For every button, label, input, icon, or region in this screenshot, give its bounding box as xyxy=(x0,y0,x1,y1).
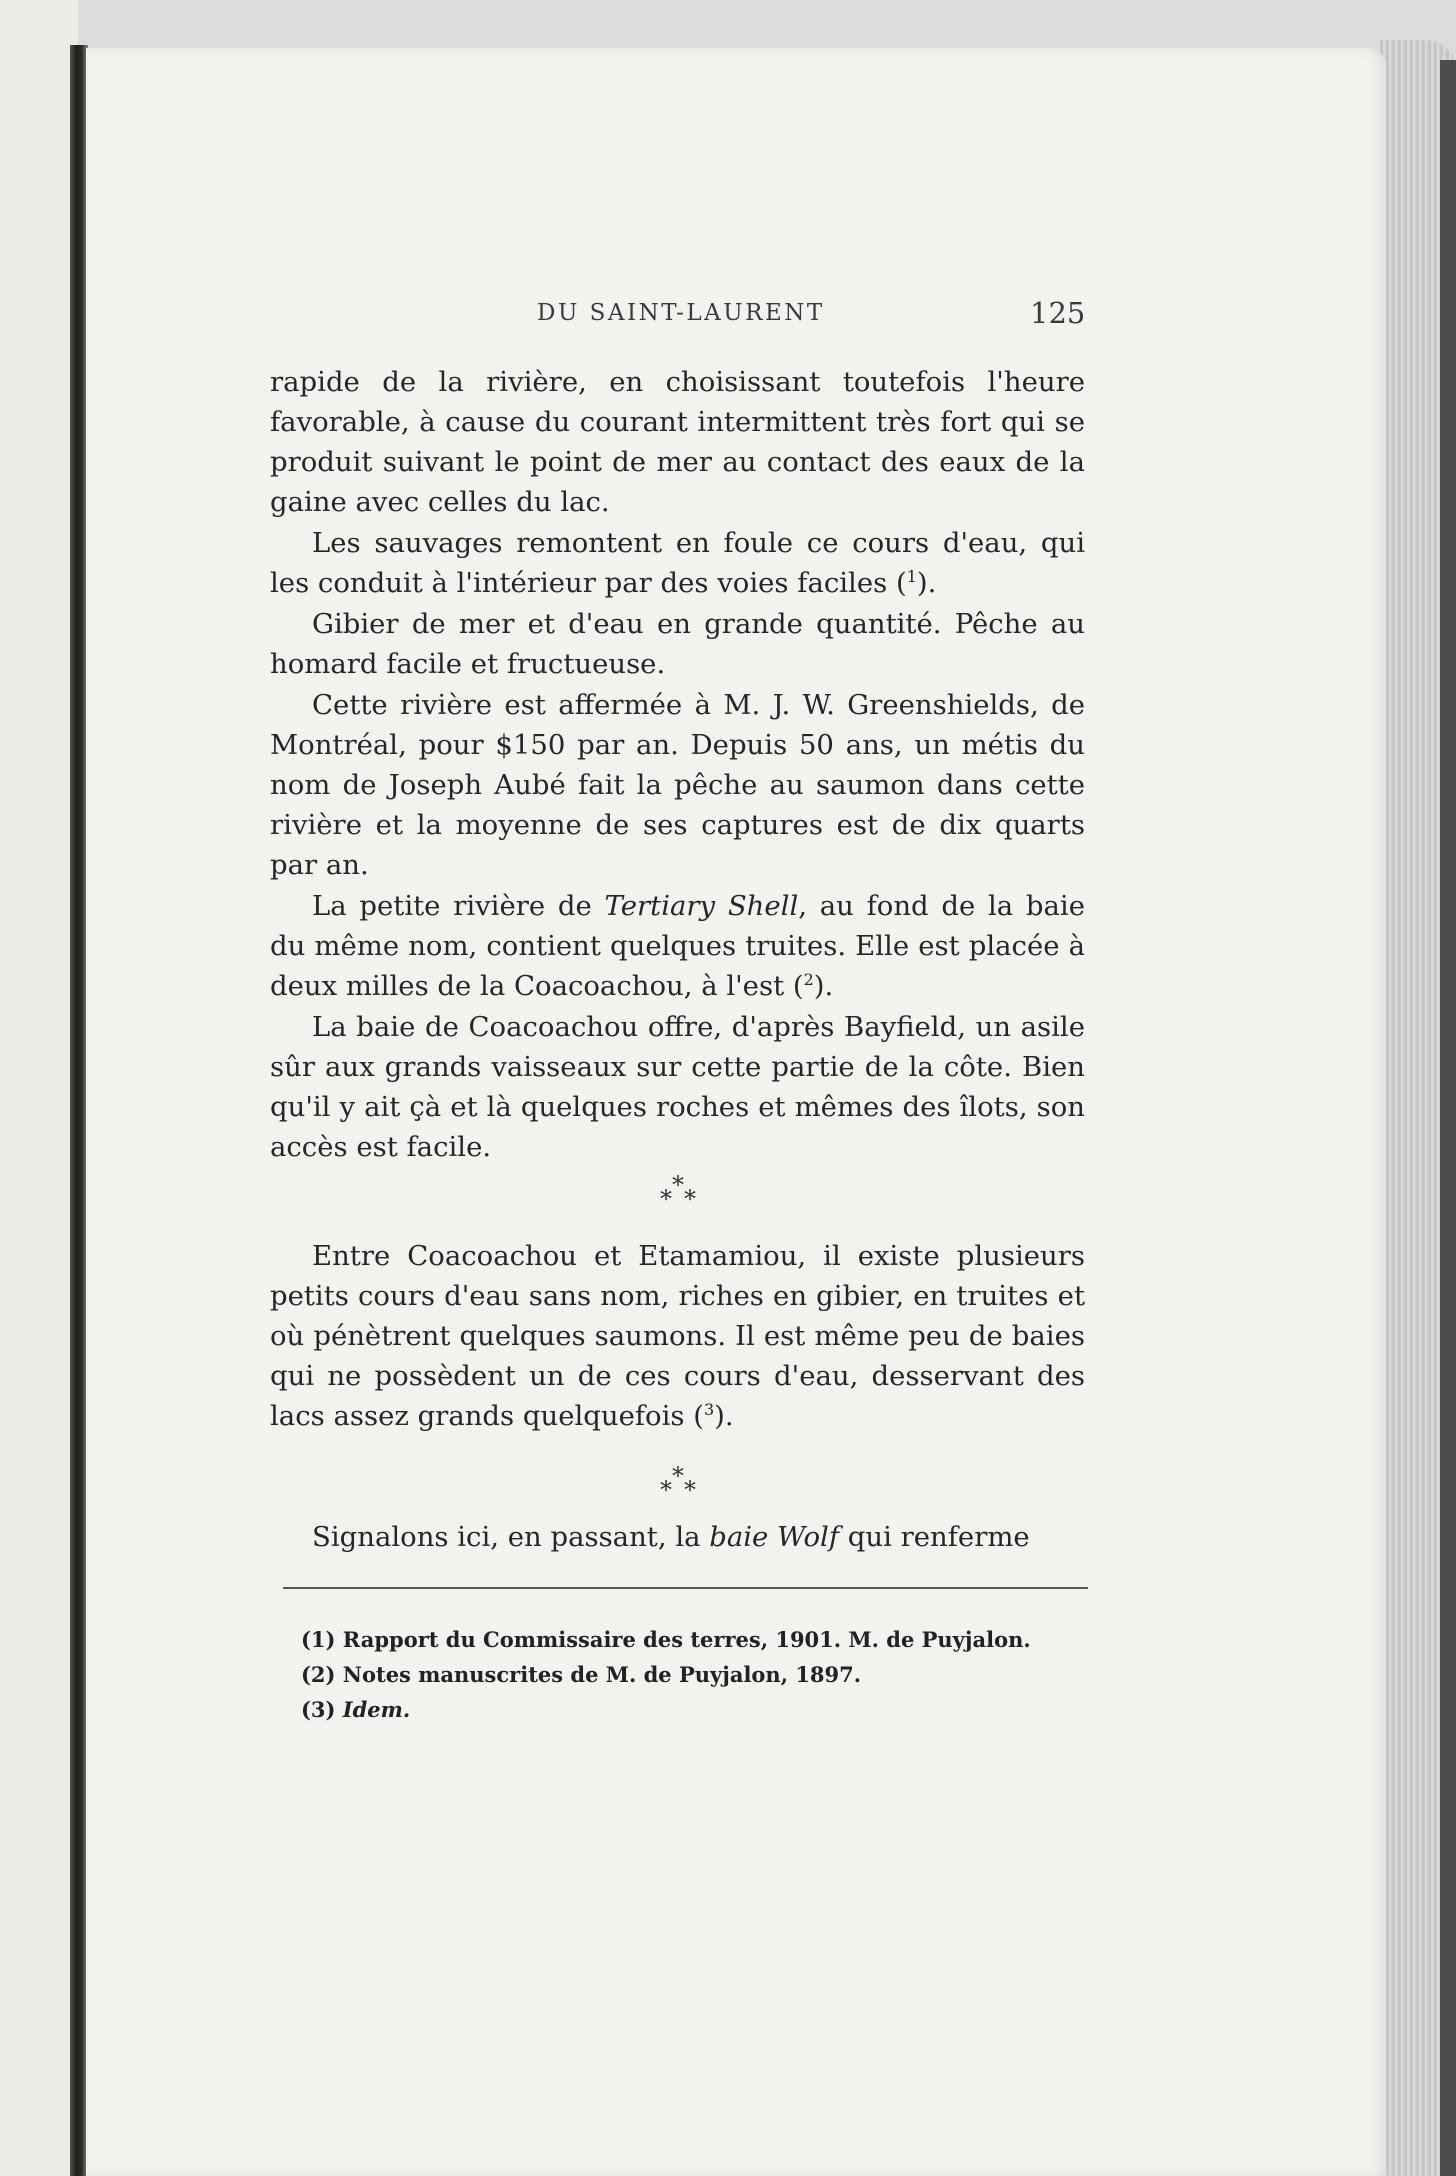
asterisk: * xyxy=(672,1462,684,1490)
asterisk: * xyxy=(684,1476,696,1504)
running-title: DU SAINT-LAURENT xyxy=(537,300,825,326)
paragraph: Gibier de mer et d'eau en grande quantité. Pêche au homard facile et fructueuse. xyxy=(270,608,1085,680)
asterism-separator xyxy=(270,1458,1085,1516)
footnote: (3) Idem. xyxy=(301,1697,411,1722)
paragraph: La baie de Coacoachou offre, d'après Bayfield, un asile sûr aux grands vaisseaux sur cette partie de la côte. Bien qu'il y ait çà et là quelques roches et mêmes des îlots, son accès est facile. xyxy=(270,1011,1085,1163)
asterisk: * xyxy=(672,1171,684,1199)
asterisk: * xyxy=(684,1185,696,1213)
footnote-ref: 3 xyxy=(703,1399,715,1419)
footnotes xyxy=(301,1622,1061,1727)
page-edge-shadow xyxy=(1440,60,1456,2176)
footnote-ref: 1 xyxy=(906,566,917,586)
asterisk: * xyxy=(660,1185,672,1213)
paragraph: La petite rivière de Tertiary Shell, au fond de la baie du même nom, contient quelques truites. Elle est placée à deux milles de la Coacoachou, à l'est ($^2$). xyxy=(270,890,1085,1002)
paragraph: Signalons ici, en passant, la baie Wolf qui renferme xyxy=(312,1521,1030,1553)
page-header xyxy=(0,296,1456,336)
main-text xyxy=(270,362,1085,1557)
asterism-separator xyxy=(270,1167,1085,1225)
italic-name: baie Wolf xyxy=(709,1521,840,1553)
italic-name: Tertiary Shell xyxy=(604,890,799,922)
paragraph: rapide de la rivière, en choisissant toutefois l'heure favorable, à cause du courant intermittent très fort qui se produit suivant le point de mer au contact des eaux de la gaine avec celles du lac. xyxy=(270,366,1085,518)
footnote: (2) Notes manuscrites de M. de Puyjalon, 1897. xyxy=(301,1662,862,1687)
footnote-ref: 2 xyxy=(803,969,814,989)
paragraph: Entre Coacoachou et Etamamiou, il existe plusieurs petits cours d'eau sans nom, riches en gibier, en truites et où pénètrent quelques saumons. Il est même peu de baies qui ne possèdent un de ces cours d'eau, desservant des lacs assez grands quelquefois ($^3$). xyxy=(270,1240,1085,1432)
paragraph: Les sauvages remontent en foule ce cours d'eau, qui les conduit à l'intérieur par des voies faciles ($^1$). xyxy=(270,527,1085,599)
paragraph: Cette rivière est affermée à M. J. W. Greenshields, de Montréal, pour $150 par an. Depuis 50 ans, un métis du nom de Joseph Aubé fait la pêche au saumon dans cette rivière et la moyenne de ses captures est de dix quarts par an. xyxy=(270,689,1085,881)
page-number: 125 xyxy=(1030,296,1086,330)
footnote: (1) Rapport du Commissaire des terres, 1901. M. de Puyjalon. xyxy=(301,1627,1031,1652)
footnote-rule xyxy=(283,1587,1088,1589)
asterisk: * xyxy=(660,1476,672,1504)
